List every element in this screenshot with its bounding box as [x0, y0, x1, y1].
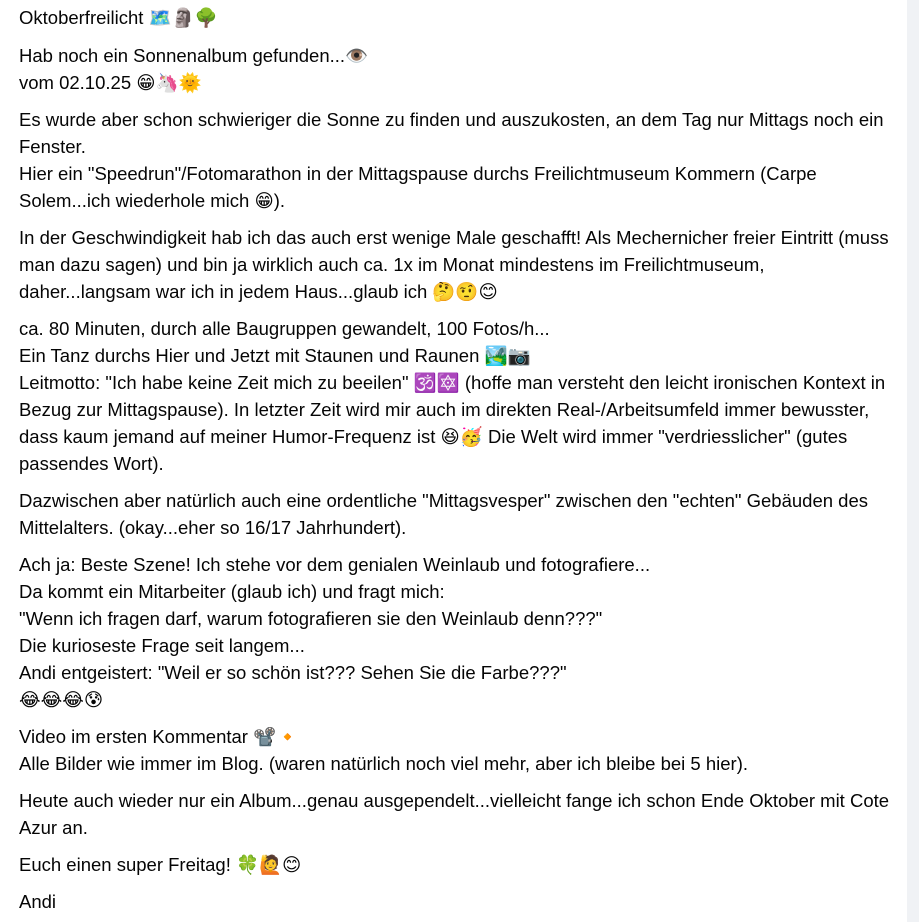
post-paragraph-vesper: Dazwischen aber natürlich auch eine ordentliche "Mittagsvesper" zwischen den "echten" Gebäuden des Mittelalters. (okay...eher so 16/17 Jahrhundert). — [19, 490, 868, 538]
page-background-edge — [907, 0, 919, 922]
post-paragraph-video: Video im ersten Kommentar 📽️🔸 Alle Bilder wie immer im Blog. (waren natürlich noch viel mehr, aber ich bleibe bei 5 hier). — [19, 726, 749, 774]
post-signature: Andi — [19, 891, 57, 912]
post-paragraph-album: Hab noch ein Sonnenalbum gefunden...👁️ vom 02.10.25 😁🦄🌞 — [19, 45, 369, 93]
post-paragraph-album-today: Heute auch wieder nur ein Album...genau ausgependelt...vielleicht fange ich schon Ende Oktober mit Cote Azur an. — [19, 790, 890, 838]
post-paragraph-scene: Ach ja: Beste Szene! Ich stehe vor dem genialen Weinlaub und fotografiere... Da kommt ein Mitarbeiter (glaub ich) und fragt mich: "Wenn ich fragen darf, warum fotografieren sie den Weinlaub denn???" Die kurioseste Frage seit langem... Andi entgeistert: "Weil er so schön ist??? Sehen Sie die Farbe???" 😂😂😂😰 — [19, 554, 651, 710]
post-paragraph-greeting: Euch einen super Freitag! 🍀🙋😊 — [19, 854, 302, 875]
post-title: Oktoberfreilicht 🗺️🗿🌳 — [19, 7, 218, 28]
post-paragraph-speed: In der Geschwindigkeit hab ich das auch erst wenige Male geschafft! Als Mechernicher freier Eintritt (muss man dazu sagen) und bin ja wirklich auch ca. 1x im Monat mindestens im Freilichtmuseum, daher...langsam war ich in jedem Haus...glaub ich 🤔🤨😊 — [19, 227, 889, 302]
post-paragraph-sun: Es wurde aber schon schwieriger die Sonne zu finden und auszukosten, an dem Tag nur Mittags noch ein Fenster. Hier ein "Speedrun"/Fotomarathon in der Mittagspause durchs Freilichtmuseum Kommern (Carpe Solem...ich wiederhole mich 😁). — [19, 109, 884, 211]
post-paragraph-motto: ca. 80 Minuten, durch alle Baugruppen gewandelt, 100 Fotos/h... Ein Tanz durchs Hier und Jetzt mit Staunen und Raunen 🏞️📷 Leitmotto: "Ich habe keine Zeit mich zu beeilen" 🕉️🔯 (hoffe man versteht den leicht ironischen Kontext in Bezug zur Mittagspause). In letzter Zeit wird mir auch im direkten Real-/Arbeitsumfeld immer bewusster, dass kaum jemand auf meiner Humor-Frequenz ist 😆🥳 Die Welt wird immer "verdriesslicher" (gutes passendes Wort). — [19, 318, 886, 474]
